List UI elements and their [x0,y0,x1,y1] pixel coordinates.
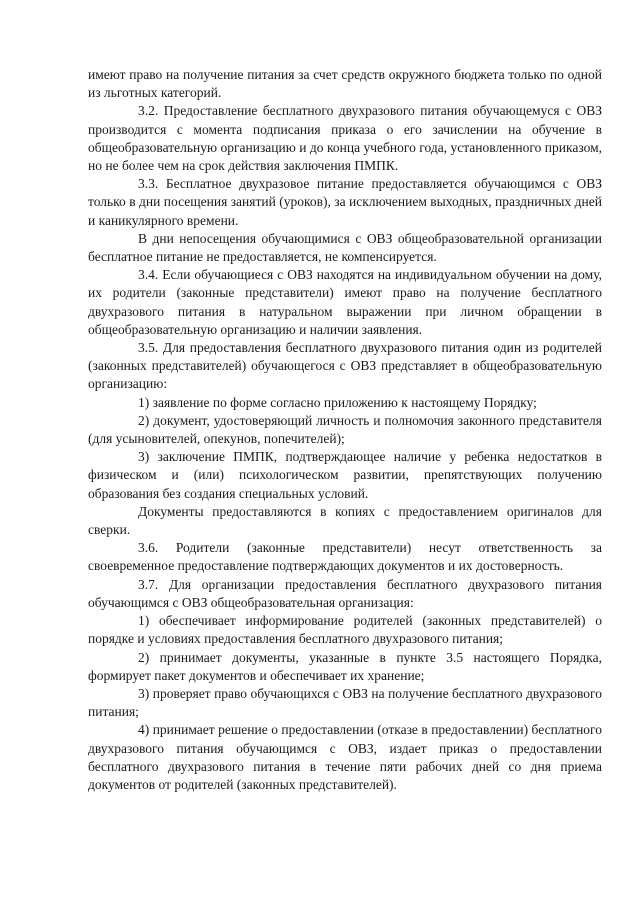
paragraph-3-4: 3.4. Если обучающиеся с ОВЗ находятся на индивидуальном обучении на дому, их родители (законные представители) имеют право на получение бесплатного двухразового питания в натуральном выражении при личном обращении в общеобразовательную организацию и наличии заявления. [88,267,602,337]
paragraph-3-6: 3.6. Родители (законные представители) несут ответственность за своевременное предоставление подтверждающих документов и их достоверность. [88,540,602,574]
paragraph-continuation: имеют право на получение питания за счет средств окружного бюджета только по одной из льготных категорий. [88,67,602,101]
document-page [88,66,602,794]
paragraph-3-5: 3.5. Для предоставления бесплатного двухразового питания один из родителей (законных представителей) обучающегося с ОВЗ представляет в общеобразовательную организацию: [88,340,602,392]
list-item-3-7-3: 3) проверяет право обучающихся с ОВЗ на получение бесплатного двухразового питания; [88,685,602,720]
paragraph-3-7: 3.7. Для организации предоставления бесплатного двухразового питания обучающимся с ОВЗ общеобразовательная организация: [88,576,602,610]
list-item-3-5-2: 2) документ, удостоверяющий личность и полномочия законного представителя (для усыновителей, опекунов, попечителей); [88,412,602,447]
list-item-3-7-1: 1) обеспечивает информирование родителей (законных представителей) о порядке и условиях предоставления бесплатного двухразового питания; [88,613,602,647]
paragraph-copies: Документы предоставляются в копиях с предоставлением оригиналов для сверки. [88,503,602,538]
list-item-3-7-2: 2) принимает документы, указанные в пункте 3.5 настоящего Порядка, формирует пакет документов и обеспечивает их хранение; [88,649,602,683]
paragraph-3-2: 3.2. Предоставление бесплатного двухразового питания обучающемуся с ОВЗ производится с момента подписания приказа о его зачислении на обучение в общеобразовательную организацию и до конца учебного года, установленного приказом, но не более чем на срок действия заключения ПМПК. [88,103,602,174]
list-item-3-5-1: 1) заявление по форме согласно приложению к настоящему Порядку; [138,394,537,410]
list-item-3-5-3: 3) заключение ПМПК, подтверждающее наличие у ребенка недостатков в физическом и (или) психологическом развитии, препятствующих получению образования без создания специальных условий. [88,449,602,501]
paragraph-3-3: 3.3. Бесплатное двухразовое питание предоставляется обучающимся с ОВЗ только в дни посещения занятий (уроков), за исключением выходных, праздничных дней и каникулярного времени. [88,176,602,228]
paragraph-non-attendance: В дни непосещения обучающимися с ОВЗ общеобразовательной организации бесплатное питание не предоставляется, не компенсируется. [88,230,602,265]
list-item-3-7-4: 4) принимает решение о предоставлении (отказе в предоставлении) бесплатного двухразового питания обучающимся с ОВЗ, издает приказ о предоставлении бесплатного двухразового питания в течение пяти рабочих дней со дня приема документов от родителей (законных представителей). [88,722,602,792]
